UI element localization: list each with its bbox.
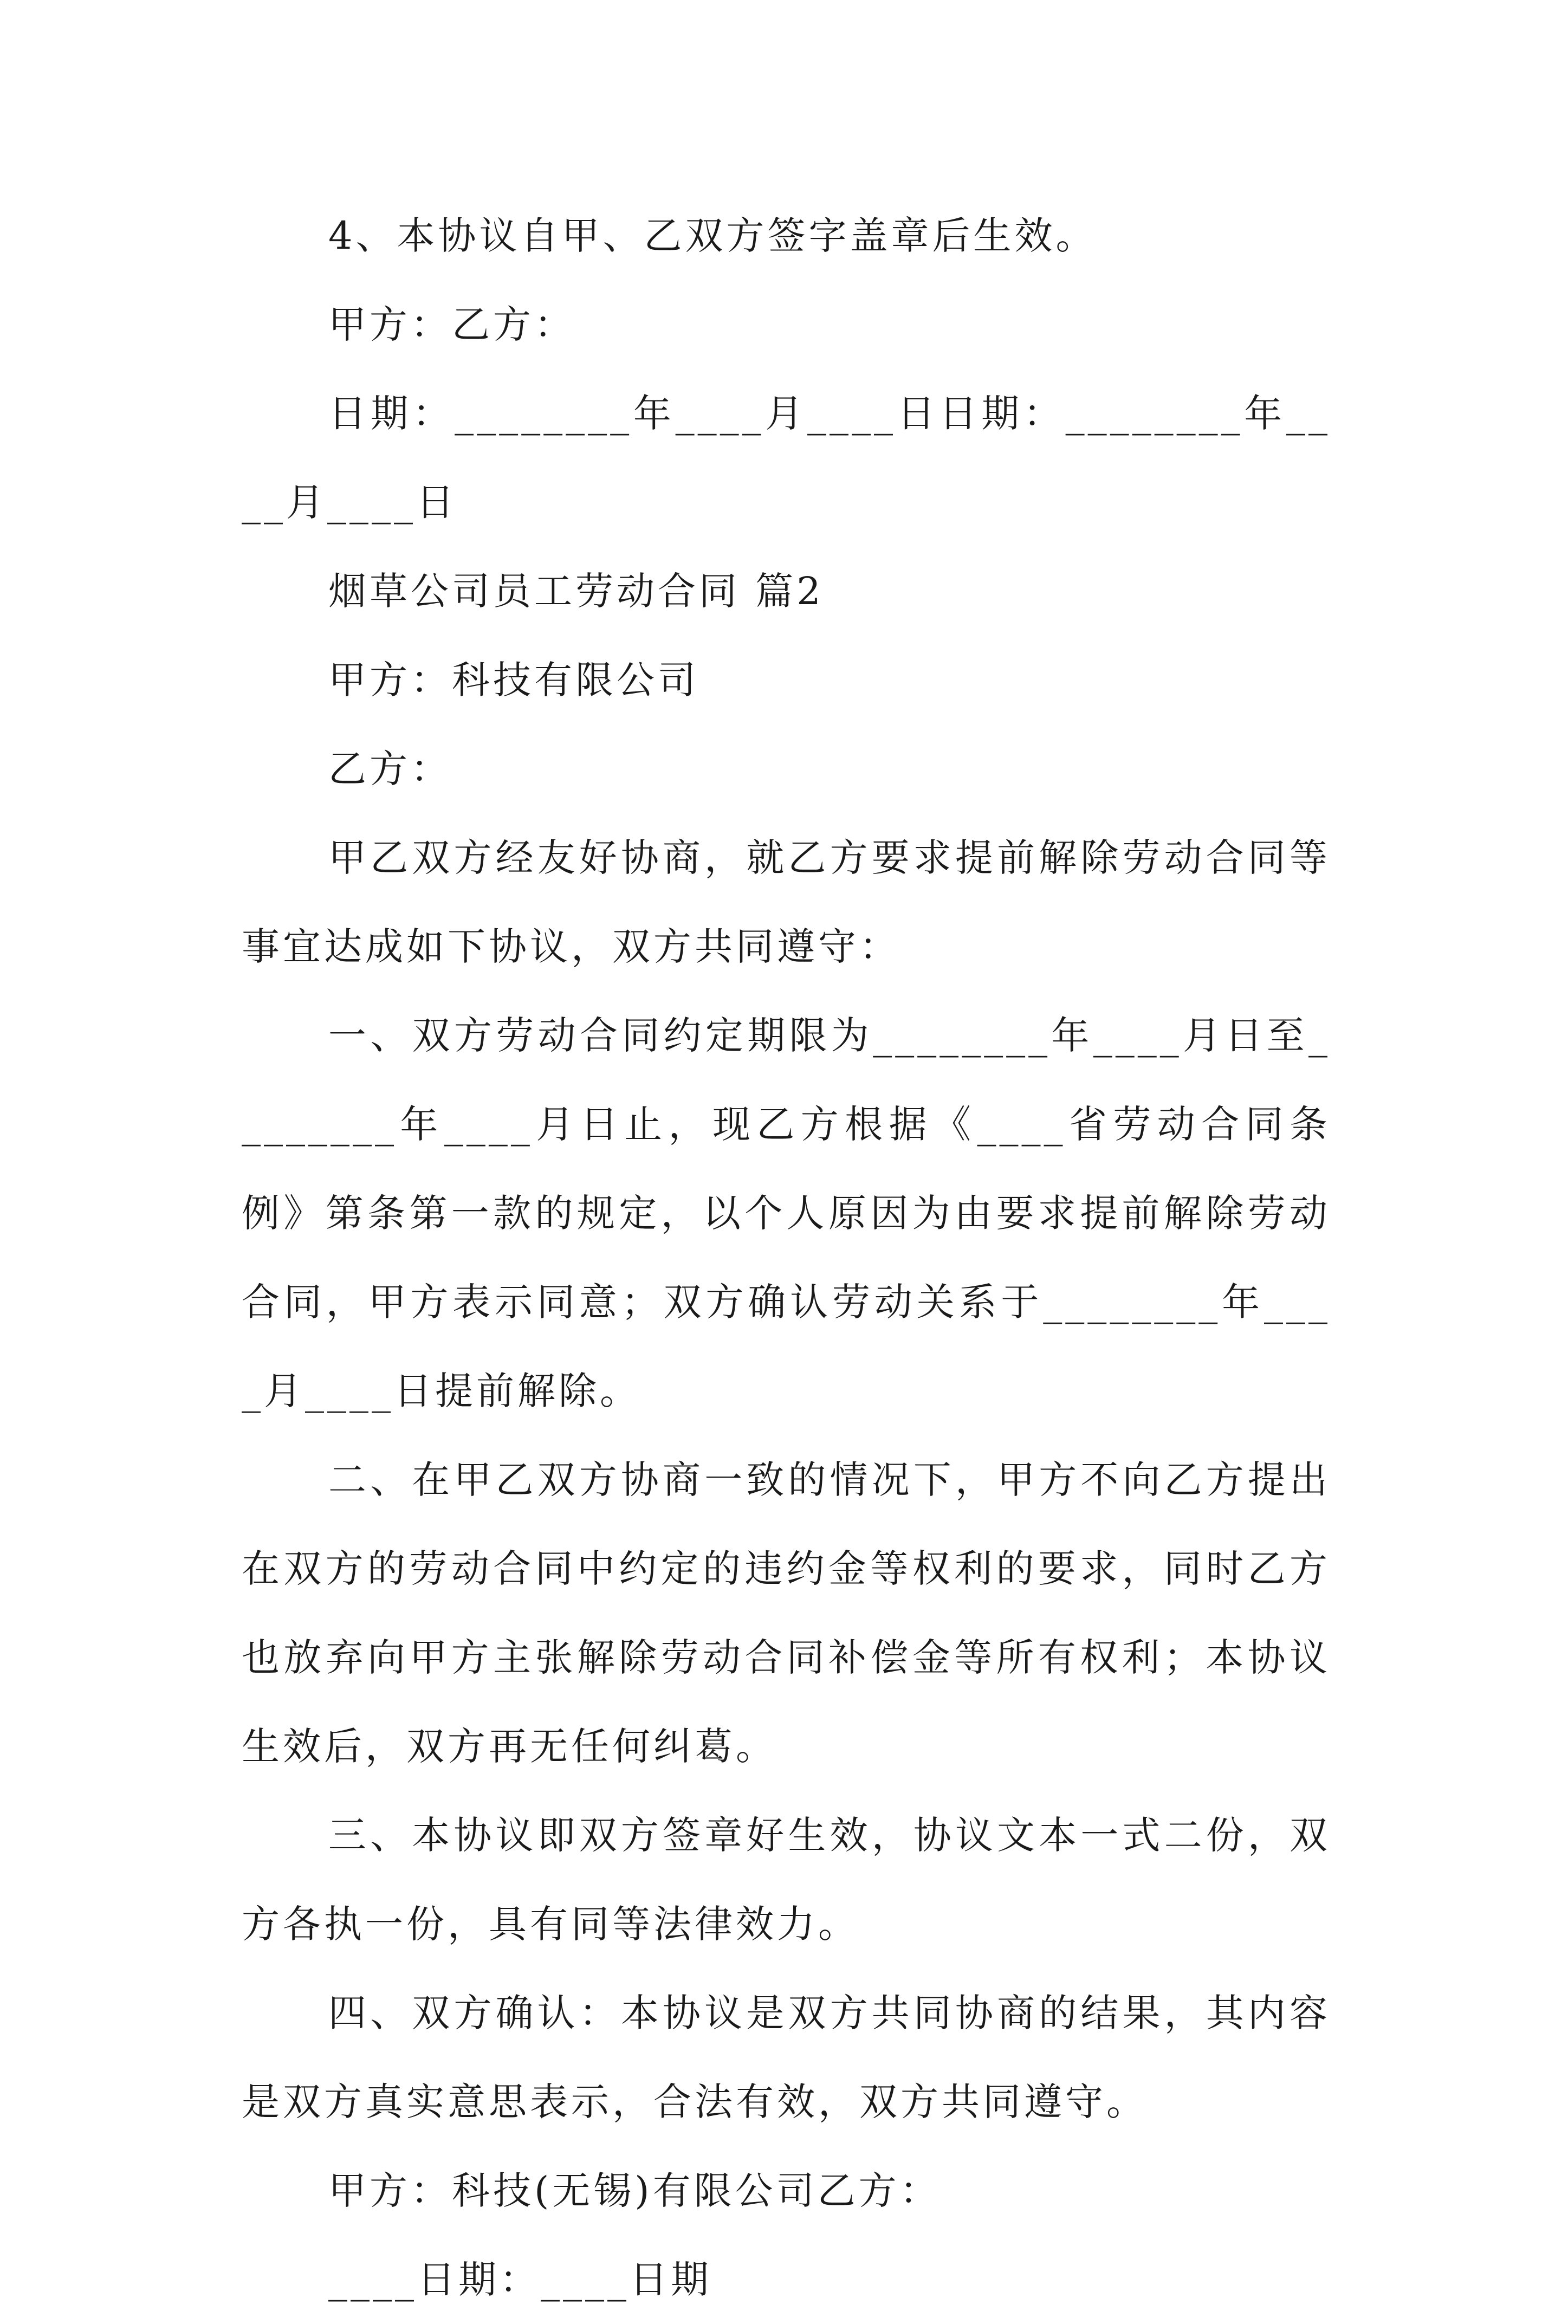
paragraph-clause-1: 一、双方劳动合同约定期限为________年____月日至________年____月日止，现乙方根据《____省劳动合同条例》第条第一款的规定，以个人原因为由要求提前解除劳动合同，甲方表示同意；双方确认劳动关系于________年____月____日提前解除。 — [242, 1013, 1331, 1413]
paragraph-final-parties: 甲方：科技(无锡)有限公司乙方： — [328, 2168, 941, 2213]
paragraph-party-a: 甲方：科技有限公司 — [328, 658, 699, 702]
paragraph-clause-3: 三、本协议即双方签章好生效，协议文本一式二份，双方各执一份，具有同等法律效力。 — [242, 1813, 1331, 1946]
paragraph-clause-2: 二、在甲乙双方协商一致的情况下，甲方不向乙方提出在双方的劳动合同中约定的违约金等权利的要求，同时乙方也放弃向甲方主张解除劳动合同补偿金等所有权利；本协议生效后，双方再无任何纠葛。 — [242, 1458, 1331, 1769]
document-body — [242, 191, 1331, 2324]
paragraph-intro: 甲乙双方经友好协商，就乙方要求提前解除劳动合同等事宜达成如下协议，双方共同遵守： — [242, 836, 1331, 969]
paragraph-clause-4: 四、双方确认：本协议是双方共同协商的结果，其内容是双方真实意思表示，合法有效，双方共同遵守。 — [242, 1991, 1331, 2124]
paragraph-final-dates: ____日期：____日期 — [328, 2257, 712, 2302]
paragraph-effective-clause: 4、本协议自甲、乙双方签字盖章后生效。 — [328, 213, 1097, 258]
paragraph-signature-dates: 日期：________年____月____日日期：________年____月____日 — [242, 391, 1331, 525]
paragraph-parties-signature: 甲方：乙方： — [328, 302, 575, 347]
paragraph-party-b: 乙方： — [328, 747, 452, 791]
section-title: 烟草公司员工劳动合同 篇2 — [328, 569, 824, 613]
